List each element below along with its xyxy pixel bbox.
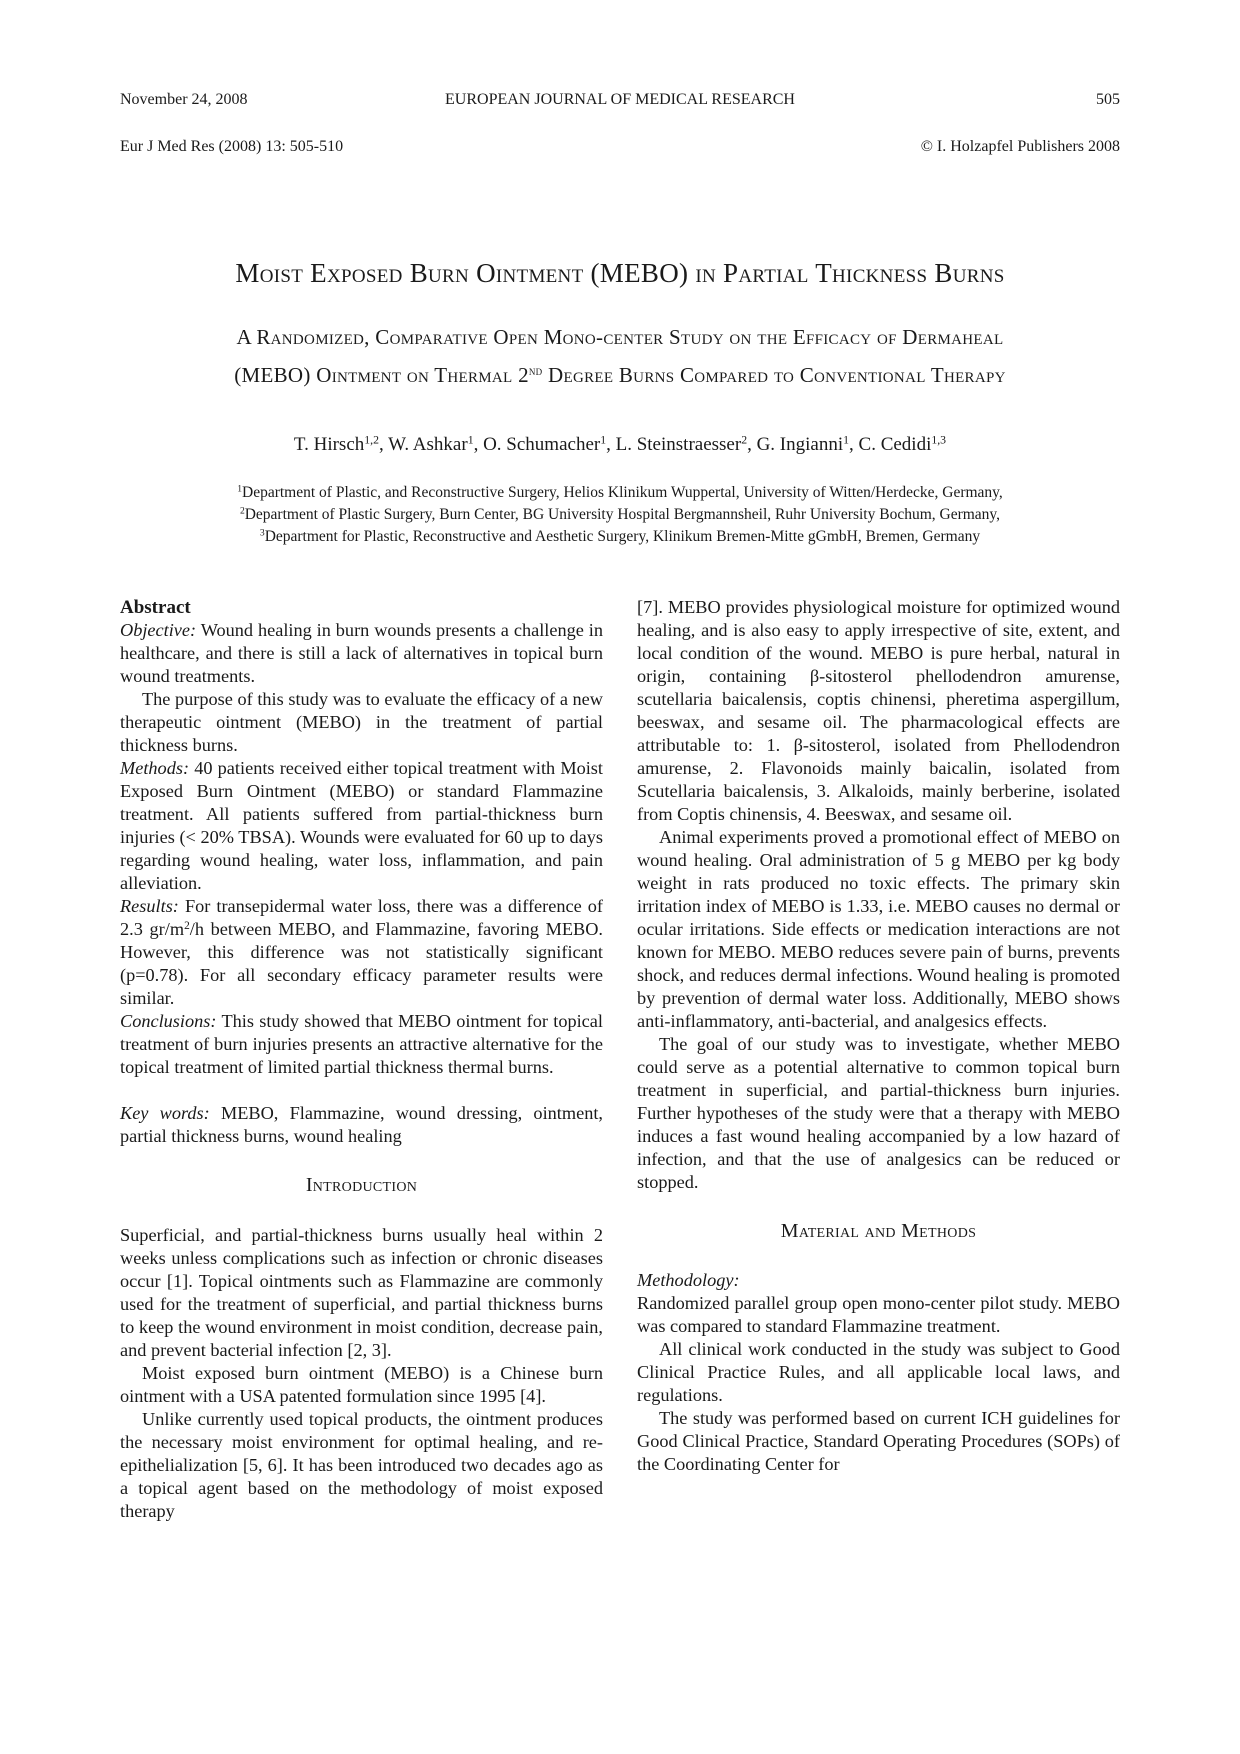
header-date: November 24, 2008 — [120, 91, 248, 108]
author: O. Schumacher$^1$ — [483, 433, 607, 455]
abstract-results: Results: For transepidermal water loss, there was a difference of 2.3 $gr/m^2/h$ between MEBO, and Flammazine, favoring MEBO. However, this difference was not statistically significant (p=0.78). For all secondary efficacy parameter results were similar. — [120, 896, 603, 1008]
right-column — [637, 596, 1120, 1476]
header-copyright: © I. Holzapfel Publishers 2008 — [920, 138, 1120, 155]
header-citation: Eur J Med Res (2008) 13: 505-510 — [120, 138, 344, 155]
author: C. Cedidi$^{1,3}$ — [858, 433, 947, 455]
body-paragraph: [7]. MEBO provides physiological moisture for optimized wound healing, and is also easy to apply irrespective of site, extent, and local condition of the wound. MEBO is pure herbal, natural in origin, containing β-sitosterol phellodendron amurense, scutellaria baicalensis, coptis chinensi, pheretima aspergillum, beeswax, and sesame oil. The pharmacological effects are attributable to: 1. β-sitosterol, isolated from Phellodendron amurense, 2. Flavonoids mainly baicalin, isolated from Scutellaria baicalensis, 3. Alkaloids, mainly berberine, isolated from Coptis chinensis, 4. Beeswax, and sesame oil. — [637, 597, 1120, 824]
article-subtitle — [60, 318, 1180, 394]
affiliations — [60, 482, 1180, 548]
abstract-methods: Methods: 40 patients received either topical treatment with Moist Exposed Burn Ointment (MEBO) or standard Flammazine treatment. All patients suffered from partial-thickness burn injuries (< 20% TBSA). Wounds were evaluated for 60 up to days regarding wound healing, water loss, inflammation, and pain alleviation. — [120, 758, 603, 893]
author: G. Ingianni$^1$ — [756, 433, 850, 455]
body-paragraph: The study was performed based on current ICH guidelines for Good Clinical Practice, Standard Operating Procedures (SOPs) of the Coordinating Center for — [637, 1408, 1120, 1474]
affiliation: $^3$Department for Plastic, Reconstructive and Aesthetic Surgery, Klinikum Bremen-Mitte gGmbH, Bremen, Germany — [259, 527, 981, 545]
abstract-purpose: The purpose of this study was to evaluate the efficacy of a new therapeutic ointment (MEBO) in the treatment of partial thickness burns. — [120, 689, 603, 755]
author: L. Steinstraesser$^2$ — [615, 433, 748, 455]
abstract-conclusions: Conclusions: This study showed that MEBO ointment for topical treatment of burn injuries presents an attractive alternative for the topical treatment of limited partial thickness thermal burns. — [120, 1011, 603, 1077]
subtitle-line-1: A Randomized, Comparative Open Mono-center Study on the Efficacy of Dermaheal — [236, 325, 1004, 349]
abstract-heading: Abstract — [120, 597, 191, 618]
article-title: Moist Exposed Burn Ointment (MEBO) in Partial Thickness Burns — [235, 258, 1005, 288]
header-journal: EUROPEAN JOURNAL OF MEDICAL RESEARCH — [445, 91, 795, 108]
body-paragraph: Animal experiments proved a promotional effect of MEBO on wound healing. Oral administration of 5 g MEBO per kg body weight in rats produced no toxic effects. The primary skin irritation index of MEBO is 1.33, i.e. MEBO causes no dermal or ocular irritations. Side effects or medication interactions are not known for MEBO. MEBO reduces severe pain of burns, prevents shock, and reduces dermal infections. Wound healing is promoted by prevention of dermal water loss. Additionally, MEBO shows anti-inflammatory, anti-bacterial, and analgesics effects. — [637, 827, 1120, 1031]
subtitle-line-2: (MEBO) Ointment on Thermal 2nd Degree Burns Compared to Conventional Therapy — [234, 362, 1006, 387]
keywords: Key words: MEBO, Flammazine, wound dressing, ointment, partial thickness burns, wound healing — [120, 1103, 603, 1146]
body-paragraph: The goal of our study was to investigate, whether MEBO could serve as a potential alternative to common topical burn treatment in superficial, and partial-thickness burn injuries. Further hypotheses of the study were that a therapy with MEBO induces a fast wound healing accompanied by a low hazard of infection, and that the use of analgesics can be reduced or stopped. — [637, 1034, 1120, 1192]
affiliation: $^2$Department of Plastic Surgery, Burn Center, BG University Hospital Bergmannsheil, Ruhr University Bochum, Germany, — [239, 505, 1001, 523]
intro-paragraph: Superficial, and partial-thickness burns usually heal within 2 weeks unless complications such as infection or chronic diseases occur [1]. Topical ointments such as Flammazine are commonly used for the treatment of superficial, and partial thickness burns to keep the wound environment in moist condition, decrease pain, and prevent bacterial infection [2, 3]. — [120, 1225, 603, 1360]
subsection-methodology: Methodology: — [637, 1270, 740, 1290]
author-list: T. Hirsch$^{1,2}$, W. Ashkar$^1$, O. Schumacher$^1$, L. Steinstraesser$^2$, G. Ingianni$^1$, C. Cedidi$^{1,3}$ — [293, 433, 947, 455]
body-paragraph: All clinical work conducted in the study was subject to Good Clinical Practice Rules, and all applicable local laws, and regulations. — [637, 1339, 1120, 1405]
author: T. Hirsch$^{1,2}$ — [293, 433, 379, 455]
section-heading-introduction: Introduction — [305, 1174, 418, 1196]
abstract-objective: Objective: Wound healing in burn wounds presents a challenge in healthcare, and there is still a lack of alternatives in topical burn wound treatments. — [120, 620, 603, 686]
affiliation: $^1$Department of Plastic, and Reconstructive Surgery, Helios Klinikum Wuppertal, University of Witten/Herdecke, Germany, — [237, 483, 1003, 501]
left-column — [120, 596, 603, 1523]
section-heading-material-methods: Material and Methods — [780, 1220, 977, 1242]
header-page-number: 505 — [1096, 91, 1120, 108]
intro-paragraph: Unlike currently used topical products, the ointment produces the necessary moist environment for optimal healing, and re-epithelialization [5, 6]. It has been introduced two decades ago as a topical agent based on the methodology of moist exposed therapy — [120, 1409, 603, 1521]
body-paragraph: Randomized parallel group open mono-center pilot study. MEBO was compared to standard Flammazine treatment. — [637, 1293, 1120, 1336]
author: W. Ashkar$^1$ — [388, 433, 474, 455]
intro-paragraph: Moist exposed burn ointment (MEBO) is a Chinese burn ointment with a USA patented formulation since 1995 [4]. — [120, 1363, 603, 1406]
